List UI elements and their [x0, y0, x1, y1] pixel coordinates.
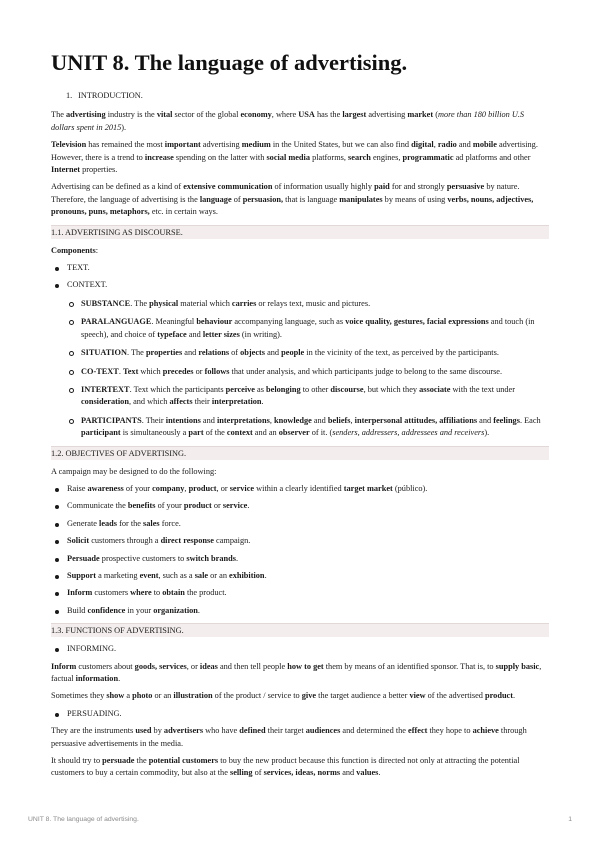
persuading-paragraph-2: It should try to persuade the potential customers to buy the new product because this function is directed not only at attracting the potential customers to buy a certain commodity, but also at the selling of services, ideas, norms and values.	[51, 756, 520, 778]
components-list	[51, 262, 549, 439]
list-item: Persuade prospective customers to switch brands.	[51, 553, 549, 565]
intro-paragraph-1: The advertising industry is the vital sector of the global economy, where USA has the largest advertising market (more than 180 billion U.S dollars spent in 2015).	[51, 110, 525, 132]
components-line	[51, 245, 549, 257]
list-item: Build confidence in your organization.	[51, 605, 549, 617]
section-heading-1-1	[51, 225, 549, 239]
list-item: Generate leads for the sales force.	[51, 518, 549, 530]
list-item: Support a marketing event, such as a sale or an exhibition.	[51, 570, 549, 582]
sub-item-situation: SITUATION. The properties and relations of objects and people in the vicinity of the text, as perceived by the participants.	[67, 347, 549, 359]
section-heading-1-3	[51, 623, 549, 637]
components-label: Components	[51, 245, 96, 255]
section-heading-1-3-text: 1.3. FUNCTIONS OF ADVERTISING.	[51, 626, 184, 636]
page-footer	[28, 816, 572, 823]
list-item-persuading: PERSUADING.	[51, 708, 549, 720]
informing-list	[51, 643, 549, 655]
components-colon: :	[95, 245, 99, 255]
list-item: Communicate the benefits of your product or service.	[51, 500, 549, 512]
intro-heading	[66, 90, 549, 102]
intro-number: 1.	[66, 91, 73, 100]
sub-item-paralanguage: PARALANGUAGE. Meaningful behaviour accompanying language, such as voice quality, gestures, facial expressions and touch (in speech), and choice of typeface and letter sizes (in writing).	[67, 316, 549, 341]
list-item: Inform customers where to obtain the product.	[51, 587, 549, 599]
informing-paragraph-2: Sometimes they show a photo or an illustration of the product / service to give the target audience a better view of the advertised product.	[51, 691, 516, 701]
persuading-paragraph-1: They are the instruments used by advertisers who have defined their target audiences and determined the effect they hope to achieve through persuasive advertisements in the media.	[51, 726, 527, 748]
section-heading-1-2-text: 1.2. OBJECTIVES OF ADVERTISING.	[51, 448, 187, 458]
list-item-context	[51, 279, 549, 439]
list-item-text: TEXT.	[51, 262, 549, 274]
sub-item-co-text: CO-TEXT. Text which precedes or follows that under analysis, and which participants judge to belong to the same discourse.	[67, 366, 549, 378]
objectives-lead: A campaign may be designed to do the following:	[51, 466, 217, 476]
list-item: Raise awareness of your company, product, or service within a clearly identified target market (público).	[51, 483, 549, 495]
intro-paragraph-2: Television has remained the most important advertising medium in the United States, but we can also find digital, radio and mobile advertising. However, there is a trend to increase spending on the latter with social media platforms, search engines, programmatic ad platforms and other Internet properties.	[51, 140, 538, 175]
page-number: 1	[568, 816, 572, 823]
sub-item-intertext: INTERTEXT. Text which the participants perceive as belonging to other discourse, but which they associate with the text under consideration, and which affects their interpretation.	[67, 384, 549, 409]
context-label: CONTEXT.	[67, 280, 108, 290]
objectives-list	[51, 483, 549, 617]
sub-item-participants: PARTICIPANTS. Their intentions and interpretations, knowledge and beliefs, interpersonal attitudes, affiliations and feelings. Each participant is simultaneously a part of the context and an observer of it. (senders, addressers, addressees and receivers).	[67, 415, 549, 440]
informing-paragraph-1: Inform customers about goods, services, or ideas and then tell people how to get them by means of an identified sponsor. That is, to supply basic, factual information.	[51, 661, 542, 683]
document-page	[51, 50, 549, 785]
list-item: Solicit customers through a direct response campaign.	[51, 535, 549, 547]
intro-label: INTRODUCTION.	[78, 91, 143, 100]
list-item-informing: INFORMING.	[51, 643, 549, 655]
intro-paragraph-3: Advertising can be defined as a kind of extensive communication of information usually highly paid for and strongly persuasive by nature. Therefore, the language of advertising is the language of persuasion, that is language manipulates by means of using verbs, nouns, adjectives, pronouns, puns, metaphors, etc. in certain ways.	[51, 182, 534, 217]
footer-title: UNIT 8. The language of advertising.	[28, 816, 139, 823]
context-sublist	[67, 298, 549, 440]
page-title: UNIT 8. The language of advertising.	[51, 50, 408, 75]
section-heading-1-2	[51, 446, 549, 460]
sub-item-substance: SUBSTANCE. The physical material which carries or relays text, music and pictures.	[67, 298, 549, 310]
section-heading-1-1-text: 1.1. ADVERTISING AS DISCOURSE.	[51, 227, 183, 237]
persuading-list	[51, 708, 549, 720]
